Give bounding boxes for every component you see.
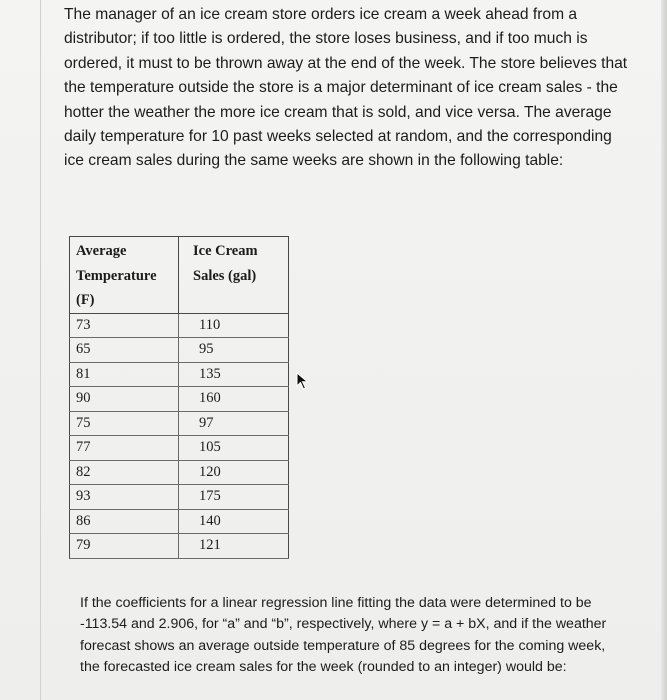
table-header-row [70,237,289,314]
temperature-cell: 93 [70,485,179,510]
sales-cell: 110 [179,313,289,338]
temperature-cell: 65 [70,338,179,363]
table-row [70,338,289,363]
temperature-cell: 81 [70,362,179,387]
sales-cell: 175 [179,485,289,510]
sales-cell: 120 [179,460,289,485]
sales-cell: 140 [179,509,289,534]
question-text: If the coefficients for a linear regression line fitting the data were determined to be -113.54 and 2.906, for “a” and “b”, respectively, where y = a + bX, and if the weather forecast shows an average outside temperature of 85 degrees for the coming week, the forecasted ice cream sales for the week (rounded to an integer) would be: [80,595,607,676]
table-row [70,313,289,338]
temperature-cell: 79 [70,534,179,559]
temperature-cell: 90 [70,387,179,412]
mouse-pointer-icon [296,372,310,390]
page-right-border [661,0,667,700]
temperature-cell: 77 [70,436,179,461]
table-row [70,460,289,485]
sales-cell: 97 [179,411,289,436]
sales-cell: 95 [179,338,289,363]
table-row [70,534,289,559]
table-row [70,387,289,412]
table-row [70,411,289,436]
sales-cell: 105 [179,436,289,461]
temperature-cell: 75 [70,411,179,436]
problem-intro: The manager of an ice cream store orders ice cream a week ahead from a distributor; if too little is ordered, the store loses business, and if too much is ordered, it must to be thrown away at the end of the week. The store believes that the temperature outside the store is a major determinant of ice cream sales - the hotter the weather the more ice cream that is sold, and vice versa. The average daily temperature for 10 past weeks selected at random, and the corresponding ice cream sales during the same weeks are shown in the following table: [64,6,628,170]
sales-cell: 160 [179,387,289,412]
temperature-cell: 82 [70,460,179,485]
sales-cell: 135 [179,362,289,387]
page-left-border [40,0,41,700]
header-temperature: Average Temperature (F) [70,237,179,314]
table-row [70,485,289,510]
temperature-cell: 73 [70,313,179,338]
temperature-cell: 86 [70,509,179,534]
data-table [69,236,289,559]
table-row [70,362,289,387]
table-row [70,436,289,461]
header-sales: Ice Cream Sales (gal) [179,237,289,314]
sales-cell: 121 [179,534,289,559]
table-row [70,509,289,534]
